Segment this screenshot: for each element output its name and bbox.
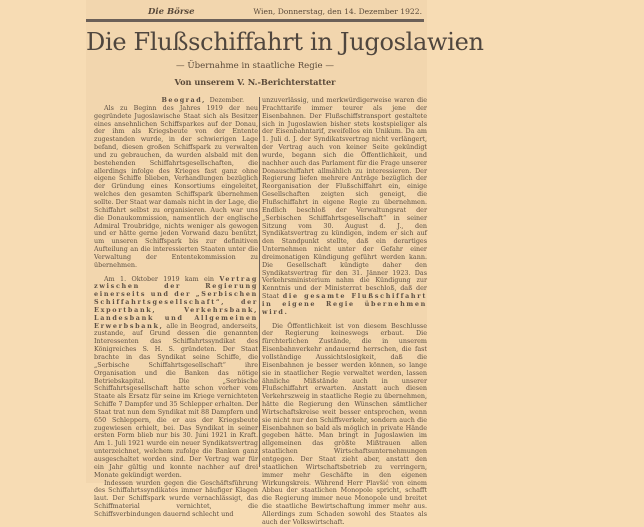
paragraph: Die Öffentlichkeit ist von diesem Beschlusse der Regierung keineswegs erbaut. Die fürchterlichen Zustände, die in unserem Eisenbahnverkehr andauernd herrschen, die fast vollständige Aussichtslosigkeit, daß die Eisenbahnen je besser werden können, so lange sie in staatlicher Regie verwaltet werden, lassen ähnliche Mißstände auch in unserer Flußschiffahrt erwarten. Anstatt auch diesen Verkehrszweig in staatliche Regie zu übernehmen, hätte die Regierung den Wünschen sämtlicher Wirtschaftskreise weit besser entsprochen, wenn sie nicht nur den Schiffsverkehr, sondern auch die Eisenbahnen so bald als möglich in private Hände gegeben hätte. Man bringt in Jugoslawien im allgemeinen das größte Mißtrauen allen staatlichen Wirtschaftsunternehmungen entgegen. Der Staat zieht aber, anstatt den staatlichen Wirtschaftsbetrieb zu verringern, immer mehr Geschäfte in den eigenen Wirkungskreis. Während Herr Plavšić von einem Abbau der staatlichen Monopole spricht, schafft die Regierung immer neue Monopole und breitet die staatliche Bewirtschaftung immer mehr aus. Allerdings zum Schaden sowohl des Staates als auch der Volkswirtschaft. <box>262 321 427 526</box>
paragraph: Als zu Beginn des Jahres 1919 der neu gegründete Jugoslawische Staat sich als Besitzer eines ansehnlichen Schiffsparkes auf der Donau, der ihm als Kriegsbeute von der Entente zugestanden wurde, in der schwierigen Lage befand, diesen großen Schiffspark zu verwalten und zu gebrauchen, da wurden alsbald mit den bestehenden Schiffahrtsgesellschaften, die allerdings infolge des Krieges fast ganz ohne eigene Schiffe blieben, Verhandlungen bezüglich der Gründung eines Konsortiums eingeleitet, welches den gesamten Schiffspark übernehmen sollte. Der Staat war damals nicht in der Lage, die Schiffahrt selbst zu organisieren. Auch war uns die Donaukommission, namentlich der englische Admiral Troubridge, nichts weniger als gewogen und er hätte gerne jeden Vorwand dazu benützt, um unseren Schiffspark bis zur definitiven Aufteilung an die interessierten Staaten unter die Verwaltung der Ententekommission zu übernehmen. <box>94 103 258 269</box>
place-dateline: Beograd, Dezember. <box>161 96 244 104</box>
paragraph: Indessen wurden gegen die Geschäftsführung des Schiffahrtssyndikates immer häufiger Klagen laut. Der Schiffspark wurde vernachlässigt, das Schiffmaterial vernichtet, die Schiffsverbindungen dauernd schlecht und <box>94 478 258 518</box>
masthead-rule <box>86 19 424 22</box>
paragraph: Am 1. Oktober 1919 kam ein Vertrag zwischen der Regierung einerseits und der „Serbischen Schiffahrtsgesellschaft“, der Exportbank, Verkehrsbank, Landesbank und Allgemeinen Erwerbsbank, alle in Beograd, anderseits, zustande, auf Grund dessen die genannten Interessenten das Schiffahrtssyndikat des Königreiches S. H. S. gründeten. Der Staat brachte in das Syndikat seine Schiffe, die „Serbische Schiffahrtsgesellschaft“ ihre Organisation und die Banken das nötige Betriebskapital. Die „Serbische Schiffahrtsgesellschaft hatte schon vorher vom Staate als Ersatz für seine im Kriege vernichteten Schiffe 7 Dampfer und 35 Schlepper erhalten. Der Staat trat nun dem Syndikat mit 88 Dampfern und 650 Schleppern, die er aus der Kriegsbeute zugewiesen erhielt, bei. Das Syndikat in seiner ersten Form blieb nur bis 30. Juni 1921 in Kraft. Am 1. Juli 1921 wurde ein neuer Syndikatsvertrag unterzeichnet, welchem zufolge die Banken ganz ausgeschaltet worden sind. Der Vertrag war für ein Jahr gültig und konnte nachher auf drei Monate gekündigt werden. <box>94 274 258 479</box>
newspaper-name: Die Börse <box>148 7 195 17</box>
dateline: Wien, Donnerstag, den 14. Dezember 1922. <box>253 7 422 16</box>
column-divider <box>259 97 260 467</box>
article-byline: Von unserem V. N.-Berichterstatter <box>174 77 336 87</box>
paragraph: unzuverlässig, und merkwürdigerweise waren die Frachttarife immer teurer als jene der Eisenbahnen. Der Flußschiffstransport gestaltete sich in Jugoslawien bisher stets kostspieliger als der Eisenbahntarif, zweifellos ein Unikum. Da am 1. Juli d. J. der Syndikatsvertrag nicht verlängert, der Vertrag auch von keiner Seite gekündigt wurde, begann sich die Öffentlichkeit, und nachher auch das Parlament für die Frage unserer Donauschiffahrt allmählich zu interessieren. Der Regierung liefen mehrere Anträge bezüglich der Reorganisation der Flußschiffahrt ein, einige Gesellschaften zeigten sich geneigt, die Flußschiffahrt in eigene Regie zu übernehmen. Endlich beschloß der Verwaltungsrat der „Serbischen Schiffahrtsgesellschaft“ in seiner Sitzung vom 30. August d. J., den Syndikatsvertrag zu kündigen, indem er sich auf den Standpunkt stellte, daß ein derartiges Unternehmen nicht unter der Gefahr einer dreimonatigen Kündigung geführt werden kann. Die Gesellschaft kündigte daher den Syndikatsvertrag für den 31. Jänner 1923. Das Verkehrsministerium nahm die Kündigung zur Kenntnis und der Ministerrat beschloß, daß der Staat die gesamte Flußschiffahrt in eigene Regie übernehmen wird. <box>262 96 427 316</box>
article-subhead: — Übernahme in staatliche Regie — <box>176 61 334 71</box>
newspaper-clipping <box>86 0 484 526</box>
article-column-left <box>94 97 258 519</box>
article-column-right <box>262 97 427 527</box>
masthead <box>86 7 428 19</box>
article-headline: Die Flußschiffahrt in Jugoslawien <box>86 28 484 56</box>
